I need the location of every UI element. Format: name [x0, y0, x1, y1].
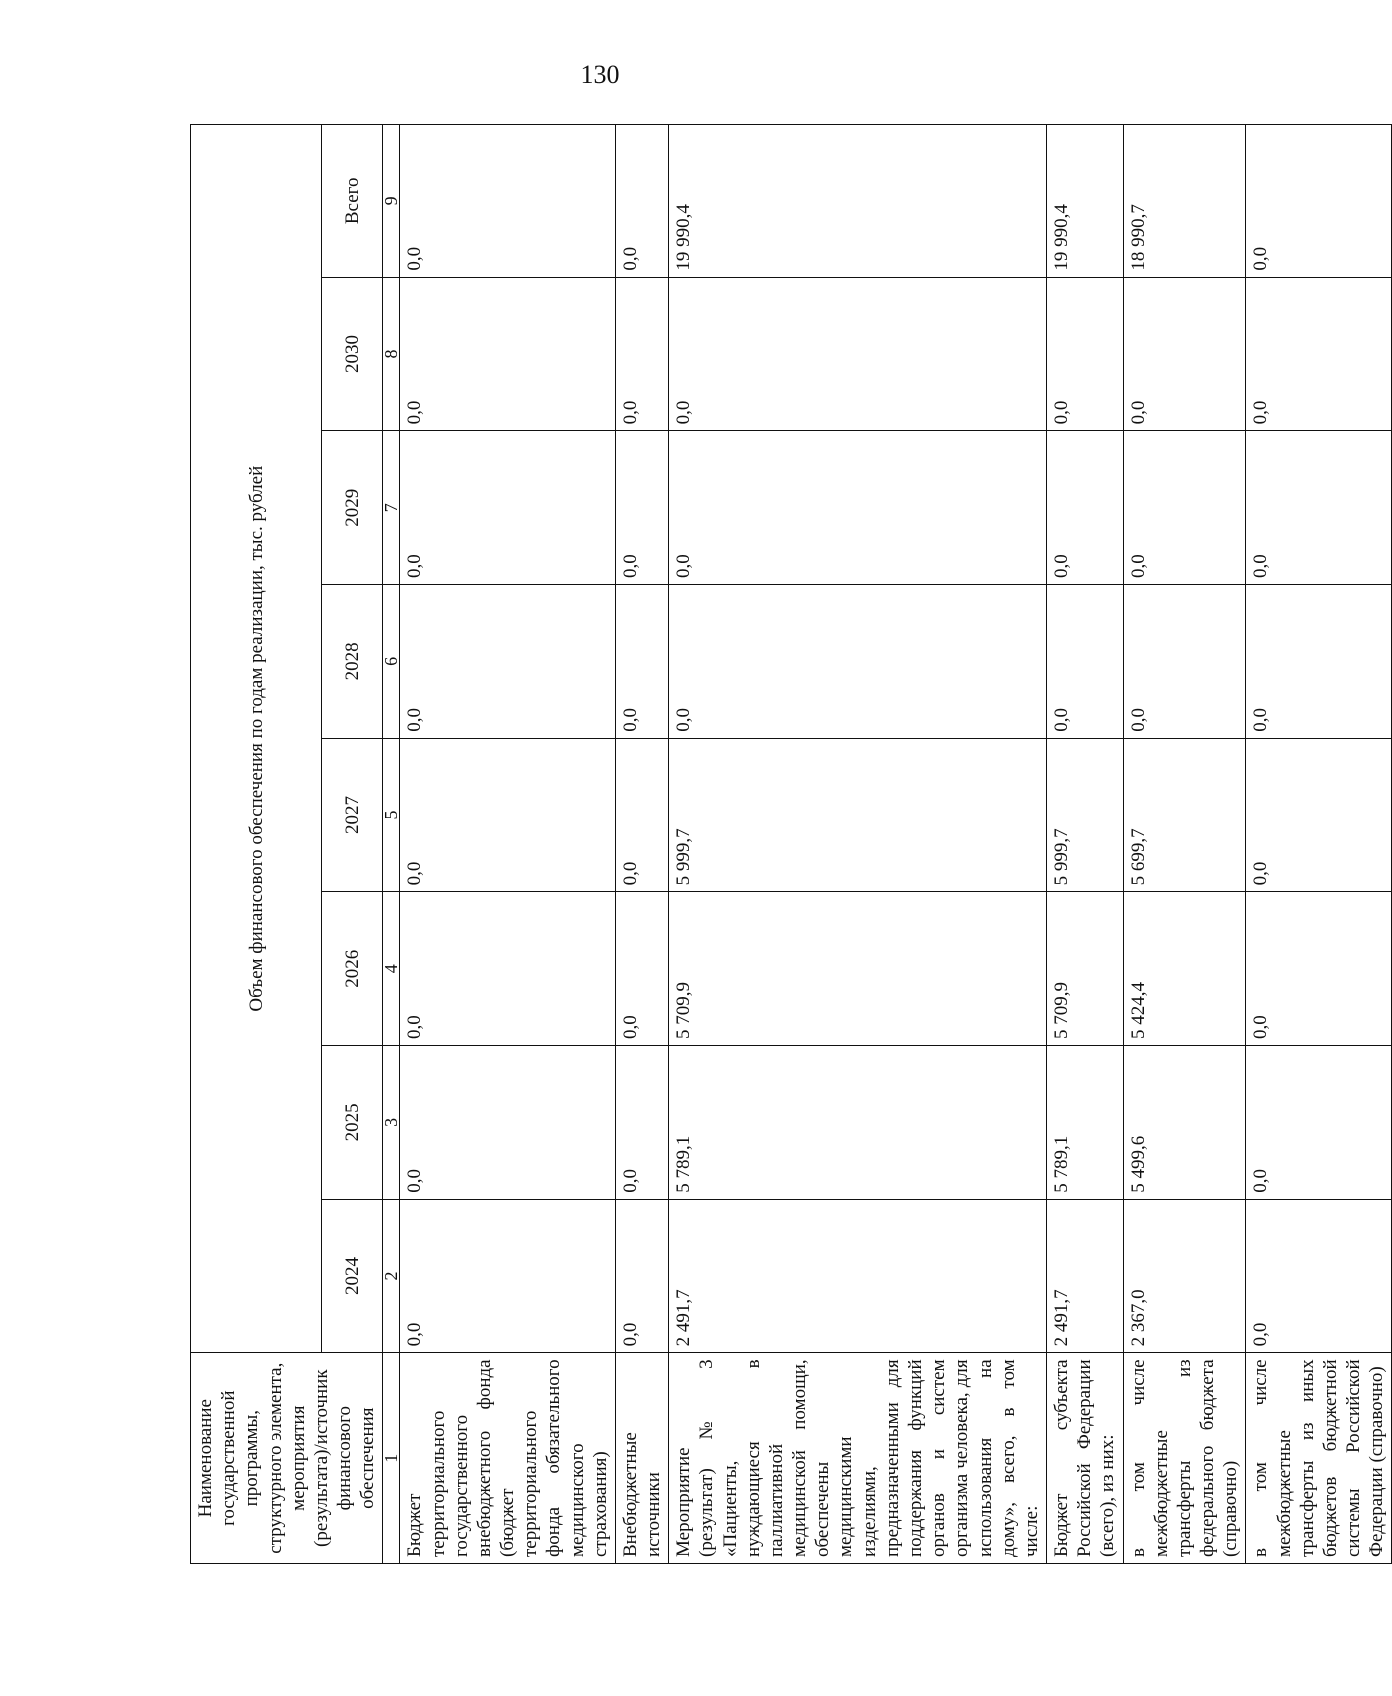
table-row: [400, 125, 616, 1564]
cell-value: 0,0: [615, 125, 668, 278]
cell-value: 0,0: [400, 1199, 616, 1353]
year-2030: 2030: [322, 277, 383, 431]
cell-value: 5 709,9: [1047, 892, 1124, 1046]
row-name: Внебюджетные источники: [615, 1353, 668, 1564]
cell-value: 0,0: [1123, 277, 1246, 431]
cell-value: 5 789,1: [1047, 1046, 1124, 1200]
column-number: 2: [383, 1199, 400, 1353]
cell-value: 0,0: [400, 431, 616, 585]
cell-value: 0,0: [615, 585, 668, 739]
cell-value: 0,0: [1123, 585, 1246, 739]
cell-value: 0,0: [615, 1199, 668, 1353]
cell-value: 0,0: [615, 892, 668, 1046]
table-row: [1123, 125, 1246, 1564]
cell-value: 5 424,4: [1123, 892, 1246, 1046]
cell-value: 5 789,1: [669, 1046, 1047, 1200]
column-numbers-row: [383, 125, 400, 1564]
cell-value: 19 990,4: [1047, 125, 1124, 278]
header-years-row: [322, 125, 383, 1564]
cell-value: 0,0: [615, 738, 668, 892]
cell-value: 5 999,7: [1047, 738, 1124, 892]
cell-value: 0,0: [615, 431, 668, 585]
table-row: [669, 125, 1047, 1564]
cell-value: 0,0: [400, 125, 616, 278]
cell-value: 0,0: [400, 892, 616, 1046]
year-2026: 2026: [322, 892, 383, 1046]
table-row: [1047, 125, 1124, 1564]
cell-value: 0,0: [1246, 1046, 1392, 1200]
cell-value: 2 491,7: [1047, 1199, 1124, 1353]
row-name: Бюджет субъекта Российской Федерации (всего), из них:: [1047, 1353, 1124, 1564]
column-number: 1: [383, 1353, 400, 1564]
cell-value: 0,0: [400, 277, 616, 431]
column-number: 6: [383, 585, 400, 739]
cell-value: 0,0: [669, 431, 1047, 585]
table-row: [615, 125, 668, 1564]
cell-value: 0,0: [1246, 738, 1392, 892]
column-number: 3: [383, 1046, 400, 1200]
rotated-table-frame: [190, 124, 1388, 1564]
cell-value: 0,0: [1246, 277, 1392, 431]
cell-value: 0,0: [1246, 892, 1392, 1046]
year-2029: 2029: [322, 431, 383, 585]
cell-value: 0,0: [1246, 585, 1392, 739]
year-2028: 2028: [322, 585, 383, 739]
row-name: Бюджет территориального государственного внебюджетного фонда (бюджет территориального фонда обязательного медицинского страхования): [400, 1353, 616, 1564]
cell-value: 0,0: [1123, 431, 1246, 585]
column-number: 5: [383, 738, 400, 892]
cell-value: 5 999,7: [669, 738, 1047, 892]
cell-value: 2 367,0: [1123, 1199, 1246, 1353]
rotated-table-content: [190, 124, 1388, 1564]
cell-value: 0,0: [615, 1046, 668, 1200]
cell-value: 18 990,7: [1123, 125, 1246, 278]
column-number: 9: [383, 125, 400, 278]
header-name-column: Наименование государственной программы, структурного элемента, мероприятия (результата)/источник финансового обеспечения: [191, 1353, 383, 1564]
financing-table: [190, 124, 1392, 1564]
column-number: 8: [383, 277, 400, 431]
cell-value: 0,0: [400, 1046, 616, 1200]
cell-value: 0,0: [1246, 431, 1392, 585]
cell-value: 0,0: [1047, 277, 1124, 431]
year-2027: 2027: [322, 738, 383, 892]
header-row: [191, 125, 322, 1564]
year-2024: 2024: [322, 1199, 383, 1353]
cell-value: 0,0: [615, 277, 668, 431]
row-name: в том числе межбюджетные трансферты из федерального бюджета (справочно): [1123, 1353, 1246, 1564]
year-2025: 2025: [322, 1046, 383, 1200]
cell-value: 0,0: [400, 738, 616, 892]
cell-value: 0,0: [1246, 125, 1392, 278]
row-name: в том числе межбюджетные трансферты из иных бюджетов бюджетной системы Российской Федерации (справочно): [1246, 1353, 1392, 1564]
cell-value: 0,0: [1047, 585, 1124, 739]
row-name: Мероприятие (результат) № 3 «Пациенты, нуждающиеся в паллиативной медицинской помощи, обеспечены медицинскими изделиями, предназначенными для поддержания функций органов и систем организма человека, для использования на дому», всего, в том числе:: [669, 1353, 1047, 1564]
cell-value: 0,0: [1047, 431, 1124, 585]
cell-value: 5 709,9: [669, 892, 1047, 1046]
cell-value: 0,0: [669, 585, 1047, 739]
cell-value: 0,0: [400, 585, 616, 739]
cell-value: 0,0: [669, 277, 1047, 431]
cell-value: 0,0: [1246, 1199, 1392, 1353]
header-volume-column: Объем финансового обеспечения по годам реализации, тыс. рублей: [191, 125, 322, 1353]
cell-value: 5 499,6: [1123, 1046, 1246, 1200]
cell-value: 19 990,4: [669, 125, 1047, 278]
cell-value: 2 491,7: [669, 1199, 1047, 1353]
table-row: [1246, 125, 1392, 1564]
column-number: 7: [383, 431, 400, 585]
column-number: 4: [383, 892, 400, 1046]
cell-value: 5 699,7: [1123, 738, 1246, 892]
page-number: 130: [580, 60, 620, 89]
year-total: Всего: [322, 125, 383, 278]
